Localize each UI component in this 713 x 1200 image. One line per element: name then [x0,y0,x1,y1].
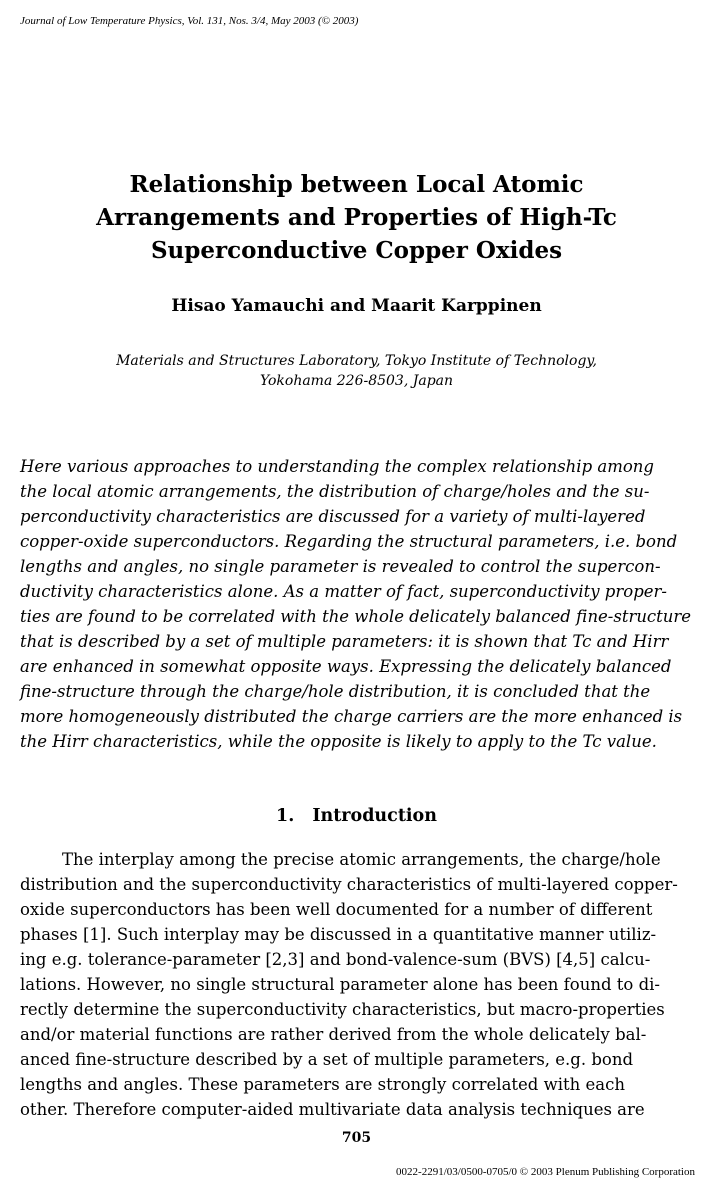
title-line: Arrangements and Properties of High-Tc [96,204,617,231]
abstract-line: lengths and angles, no single parameter is revealed to control the supercon- [20,557,661,576]
abstract [20,454,691,754]
introduction-body [20,847,690,1122]
affiliation-line: Materials and Structures Laboratory, Tokyo Institute of Technology, [116,353,597,369]
body-line: lengths and angles. These parameters are strongly correlated with each [20,1075,625,1094]
abstract-line: copper-oxide superconductors. Regarding the structural parameters, i.e. bond [20,532,678,551]
body-line: distribution and the superconductivity characteristics of multi-layered copper- [20,875,678,894]
paper-title [0,168,713,267]
abstract-line: ties are found to be correlated with the whole delicately balanced fine-structure [20,607,692,626]
abstract-line: that is described by a set of multiple parameters: it is shown that Tc and Hirr [20,632,669,651]
body-line: other. Therefore computer-aided multivariate data analysis techniques are [20,1100,645,1119]
title-line: Relationship between Local Atomic [129,171,584,198]
title-line: Superconductive Copper Oxides [150,237,563,264]
body-line: rectly determine the superconductivity characteristics, but macro-properties [20,1000,665,1019]
abstract-line: fine-structure through the charge/hole distribution, it is concluded that the [20,682,651,701]
body-line: oxide superconductors has been well documented for a number of different [20,900,653,919]
body-line: anced fine-structure described by a set of multiple parameters, e.g. bond [20,1050,634,1069]
section-heading [0,806,713,826]
body-line: and/or material functions are rather derived from the whole delicately bal- [20,1025,647,1044]
abstract-line: perconductivity characteristics are discussed for a variety of multi-layered [20,507,646,526]
abstract-line: the local atomic arrangements, the distribution of charge/holes and the su- [20,482,650,501]
abstract-line: Here various approaches to understanding the complex relationship among [20,457,654,476]
body-line: The interplay among the precise atomic arrangements, the charge/hole [62,850,661,869]
abstract-line: more homogeneously distributed the charge carriers are the more enhanced is [20,707,683,726]
page-number: 705 [341,1130,372,1146]
copyright-line: 0022-2291/03/0500-0705/0 © 2003 Plenum Publishing Corporation [396,1166,695,1178]
body-line: lations. However, no single structural parameter alone has been found to di- [20,975,660,994]
affiliation [0,351,713,391]
section-title: Introduction [312,806,437,826]
abstract-line: the Hirr characteristics, while the opposite is likely to apply to the Tc value. [20,732,657,751]
authors: Hisao Yamauchi and Maarit Karppinen [171,296,542,316]
body-line: ing e.g. tolerance-parameter [2,3] and bond-valence-sum (BVS) [4,5] calcu- [20,950,651,969]
abstract-line: ductivity characteristics alone. As a matter of fact, superconductivity proper- [20,582,667,601]
abstract-line: are enhanced in somewhat opposite ways. Expressing the delicately balanced [20,657,672,676]
affiliation-line: Yokohama 226-8503, Japan [259,373,454,389]
body-line: phases [1]. Such interplay may be discussed in a quantitative manner utiliz- [20,925,657,944]
section-number: 1. [276,806,295,826]
journal-header: Journal of Low Temperature Physics, Vol. 131, Nos. 3/4, May 2003 (© 2003) [20,15,359,27]
